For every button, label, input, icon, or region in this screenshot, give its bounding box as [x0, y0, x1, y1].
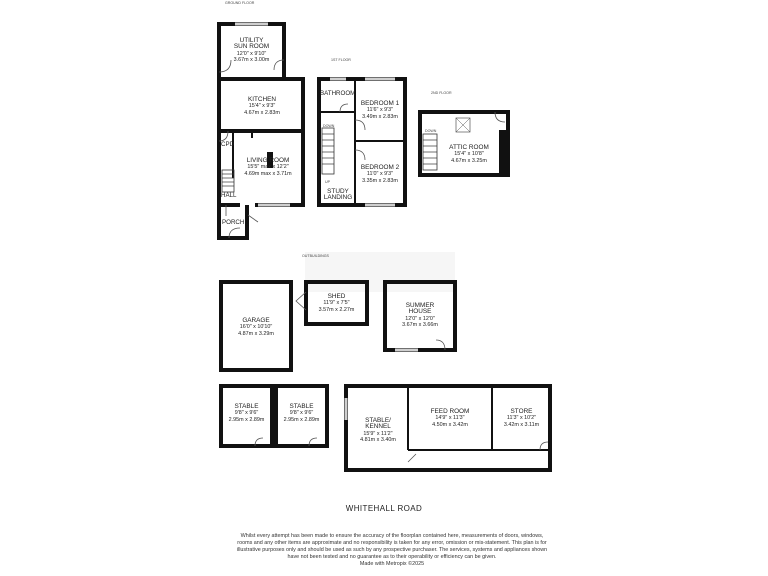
room-stable-2	[278, 404, 325, 423]
room-stable2-metric: 2.95m x 2.89m	[283, 416, 320, 423]
room-garage-imperial: 16'0" x 10'10"	[239, 324, 273, 331]
room-attic	[441, 145, 497, 164]
room-kennel-imperial: 15'9" x 11'2"	[363, 430, 393, 437]
room-shed-name: SHED	[327, 293, 346, 300]
room-shed	[308, 294, 365, 313]
room-bedroom2-imperial: 11'0" x 9'3"	[366, 171, 394, 178]
room-stable2-imperial: 9'8" x 9'6"	[289, 410, 314, 417]
room-feed-name: FEED ROOM	[430, 408, 470, 415]
room-garage-metric: 4.87m x 3.29m	[238, 330, 274, 337]
room-feed-metric: 4.50m x 3.42m	[432, 421, 468, 428]
room-kennel-name2: KENNEL	[365, 423, 391, 431]
first-stairs	[322, 128, 334, 174]
room-study-name2: LANDING	[323, 194, 353, 202]
room-store-imperial: 11'3" x 10'2"	[506, 415, 537, 422]
outbuildings-heading: OUTBUILDINGS	[302, 254, 329, 258]
room-utility	[221, 38, 282, 64]
room-store	[495, 409, 548, 428]
room-bedroom1-metric: 3.49m x 2.83m	[362, 113, 398, 120]
room-store-name: STORE	[510, 408, 533, 415]
room-shed-metric: 3.57m x 2.27m	[318, 306, 355, 313]
room-garage-name: GARAGE	[242, 317, 270, 324]
room-cpd: CPD	[221, 141, 235, 148]
room-bedroom1-imperial: 11'6" x 9'3"	[366, 107, 394, 114]
attic-stairs-down-label: DOWN	[425, 129, 437, 133]
road-name: WHITEHALL ROAD	[345, 504, 423, 513]
room-bathroom: BATHROOM	[320, 90, 356, 97]
room-kitchen-name: KITCHEN	[247, 96, 277, 103]
room-bedroom2	[357, 165, 403, 184]
room-utility-name2: SUN ROOM	[233, 43, 270, 51]
room-attic-metric: 4.67m x 3.25m	[451, 157, 487, 164]
attic-stairs	[423, 134, 437, 170]
room-feed-imperial: 14'9" x 11'3"	[435, 415, 465, 422]
room-stable-1	[223, 404, 270, 423]
room-stable2-name: STABLE	[289, 403, 314, 410]
room-living-metric: 4.69m max x 3.71m	[244, 170, 292, 177]
first-floor-heading: 1ST FLOOR	[331, 58, 351, 62]
room-stable1-metric: 2.95m x 2.89m	[228, 416, 265, 423]
room-kennel-name: STABLE/	[365, 417, 391, 424]
disclaimer-text: Whilst every attempt has been made to ensure the accuracy of the floorplan contained here, measurements of doors, windows, rooms and any other items are approximate and no responsibility is taken for any error, omission or mis-statement. This plan is for illustrative purposes only and should be used as such by any prospective purchaser. The services, systems and appliances shown have not been tested and no guarantee as to their operability or efficiency can be given.	[236, 533, 548, 560]
disclaimer	[234, 533, 550, 568]
room-attic-imperial: 15'4" x 10'8"	[454, 151, 484, 158]
room-utility-name: UTILITY	[239, 37, 264, 44]
room-summer-imperial: 12'0" x 12'0"	[405, 315, 435, 322]
room-shed-imperial: 11'9" x 7'5"	[323, 300, 350, 307]
room-attic-name: ATTIC ROOM	[449, 144, 489, 151]
room-store-metric: 3.42m x 3.11m	[503, 421, 540, 428]
room-kitchen-metric: 4.67m x 2.83m	[244, 109, 280, 116]
room-stable1-name: STABLE	[234, 403, 259, 410]
room-bedroom2-metric: 3.35m x 2.83m	[362, 177, 398, 184]
room-utility-metric: 3.67m x 3.00m	[233, 57, 270, 64]
room-stable-kennel	[350, 418, 406, 444]
room-stable1-imperial: 9'8" x 9'6"	[234, 410, 259, 417]
first-floor-walls	[319, 79, 405, 205]
room-kitchen-imperial: 15'4" x 9'3"	[248, 103, 276, 110]
ground-floor-heading: GROUND FLOOR	[225, 1, 255, 5]
room-utility-imperial: 12'0" x 9'10"	[236, 50, 267, 57]
room-bedroom1-name: BEDROOM 1	[360, 100, 400, 107]
room-living-imperial: 15'5" max x 12'2"	[247, 164, 289, 171]
room-summer-house	[387, 303, 453, 329]
room-garage	[223, 318, 289, 337]
room-study-landing	[322, 189, 354, 202]
room-hall: HALL	[221, 192, 237, 199]
room-summer-metric: 3.67m x 3.66m	[402, 322, 438, 329]
room-summer-name: SUMMER	[405, 302, 435, 309]
room-study-name: STUDY	[327, 188, 349, 195]
stairs-up-label: UP	[325, 180, 330, 184]
room-bedroom1	[357, 101, 403, 120]
room-bedroom2-name: BEDROOM 2	[360, 164, 400, 171]
credit-text: Made with Metropix ©2025	[359, 561, 425, 567]
second-floor-heading: 2ND FLOOR	[431, 91, 452, 95]
room-living-name: LIVING ROOM	[246, 157, 290, 164]
stairs-down-label: DOWN	[323, 124, 335, 128]
room-porch: PORCH	[222, 219, 245, 226]
room-kennel-metric: 4.81m x 3.40m	[360, 437, 396, 444]
room-kitchen	[222, 97, 302, 116]
room-summer-name2: HOUSE	[408, 308, 432, 316]
room-feed	[412, 409, 488, 428]
room-living	[236, 158, 300, 177]
